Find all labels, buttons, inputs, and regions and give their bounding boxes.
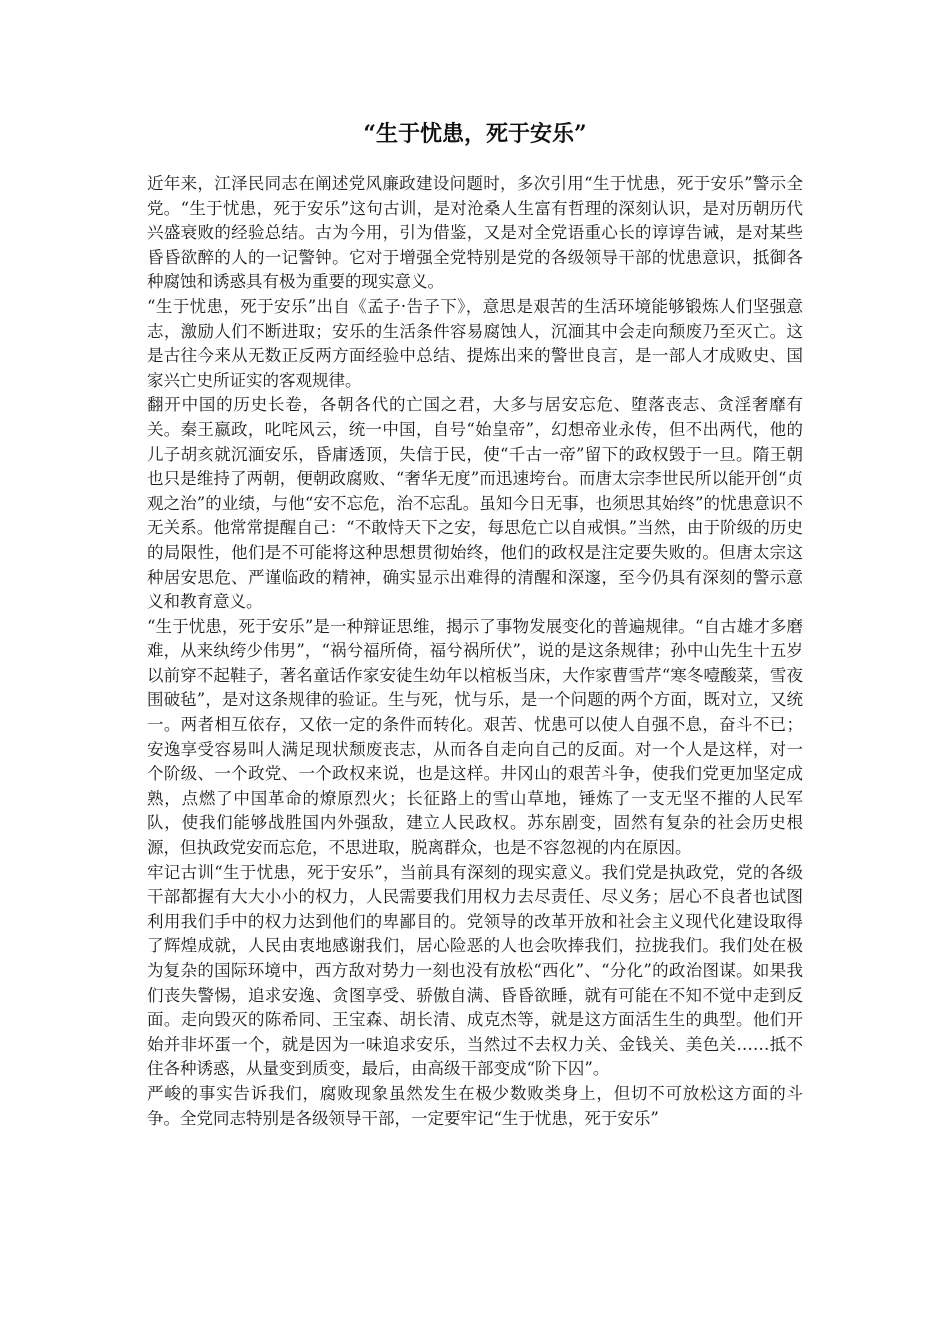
paragraph-3: 翻开中国的历史长卷，各朝各代的亡国之君，大多与居安忘危、堕落丧志、贪淫奢靡有关。秦王嬴政，叱咤风云，统一中国，自号“始皇帝”，幻想帝业永传，但不出两代，他的儿子胡亥就沉湎安乐，昏庸透顶，失信于民，使“千古一帝”留下的政权毁于一旦。隋王朝也只是维持了两朝，便朝政腐败、“奢华无度”而迅速垮台。而唐太宗李世民所以能开创“贞观之治”的业绩，与他“安不忘危，治不忘乱。虽知今日无事，也须思其始终”的忧患意识不无关系。他常常提醒自己：“不敢恃天下之安，每思危亡以自戒惧。”当然，由于阶级的历史的局限性，他们是不可能将这种思想贯彻始终，他们的政权是注定要失败的。但唐太宗这种居安思危、严谨临政的精神，确实显示出难得的清醒和深邃，至今仍具有深刻的警示意义和教育意义。 bbox=[147, 395, 803, 612]
document-title: “生于忧患，死于安乐” bbox=[363, 121, 587, 147]
paragraph-5: 牢记古训“生于忧患，死于安乐”，当前具有深刻的现实意义。我们党是执政党，党的各级干部都握有大大小小的权力，人民需要我们用权力去尽责任、尽义务；居心不良者也试图利用我们手中的权力达到他们的卑鄙目的。党领导的改革开放和社会主义现代化建设取得了辉煌成就，人民由衷地感谢我们，居心险恶的人也会吹捧我们，拉拢我们。我们处在极为复杂的国际环境中，西方敌对势力一刻也没有放松“西化”、“分化”的政治图谋。如果我们丧失警惕，追求安逸、贪图享受、骄傲自满、昏昏欲睡，就有可能在不知不觉中走到反面。走向毁灭的陈希同、王宝森、胡长清、成克杰等，就是这方面活生生的典型。他们开始并非坏蛋一个，就是因为一味追求安乐，当然过不去权力关、金钱关、美色关……抵不住各种诱惑，从量变到质变，最后，由高级干部变成“阶下囚”。 bbox=[147, 862, 803, 1079]
paragraph-6: 严峻的事实告诉我们，腐败现象虽然发生在极少数败类身上，但切不可放松这方面的斗争。全党同志特别是各级领导干部，一定要牢记“生于忧患，死于安乐” bbox=[147, 1083, 803, 1128]
paragraph-2: “生于忧患，死于安乐”出自《孟子·告子下》，意思是艰苦的生活环境能够锻炼人们坚强意志，激励人们不断进取；安乐的生活条件容易腐蚀人，沉湎其中会走向颓废乃至灭亡。这是古往今来从无数正反两方面经验中总结、提炼出来的警世良言，是一部人才成败史、国家兴亡史所证实的客观规律。 bbox=[147, 296, 803, 390]
document-body bbox=[147, 172, 803, 1131]
paragraph-4: “生于忧患，死于安乐”是一种辩证思维，揭示了事物发展变化的普遍规律。“自古雄才多磨难，从来纨绔少伟男”，“祸兮福所倚，福兮祸所伏”，说的是这条规律；孙中山先生十五岁以前穿不起鞋子，著名童话作家安徒生幼年以棺板当床，大作家曹雪芹“寒冬噎酸菜，雪夜围破毡”，是对这条规律的验证。生与死，忧与乐，是一个问题的两个方面，既对立，又统一。两者相互依存，又依一定的条件而转化。艰苦、忧患可以使人自强不息，奋斗不已；安逸享受容易叫人满足现状颓废丧志，从而各自走向自己的反面。对一个人是这样，对一个阶级、一个政党、一个政权来说，也是这样。井冈山的艰苦斗争，使我们党更加坚定成熟，点燃了中国革命的燎原烈火；长征路上的雪山草地，锤炼了一支无坚不摧的人民军队，使我们能够战胜国内外强敌，建立人民政权。苏东剧变，固然有复杂的社会历史根源，但执政党安而忘危，不思进取，脱离群众，也是不容忽视的内在原因。 bbox=[147, 616, 803, 858]
paragraph-1: 近年来，江泽民同志在阐述党风廉政建设问题时，多次引用“生于忧患，死于安乐”警示全党。“生于忧患，死于安乐”这句古训，是对沧桑人生富有哲理的深刻认识，是对历朝历代兴盛衰败的经验总结。古为今用，引为借鉴，又是对全党语重心长的谆谆告诫，是对某些昏昏欲醉的人的一记警钟。它对于增强全党特别是党的各级领导干部的忧患意识，抵御各种腐蚀和诱惑具有极为重要的现实意义。 bbox=[147, 174, 803, 292]
